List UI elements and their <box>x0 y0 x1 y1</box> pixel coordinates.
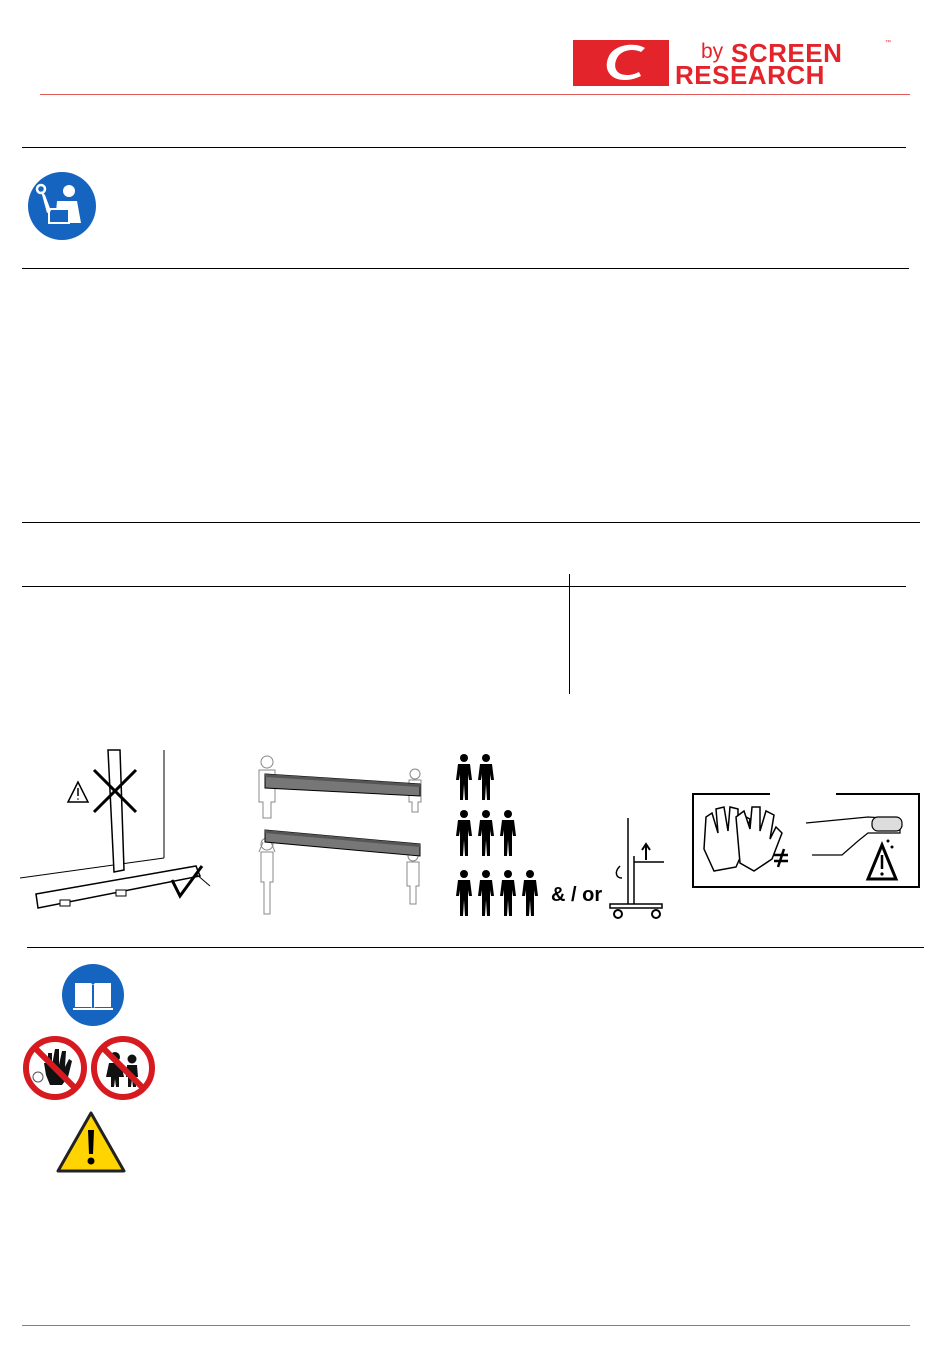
and-or-label: & / or <box>551 884 603 906</box>
table-rule <box>22 586 906 587</box>
storage-orientation-illustration <box>20 748 220 918</box>
wear-gloves-illustration <box>692 793 920 888</box>
header-divider <box>40 94 910 95</box>
table-column-divider <box>569 574 570 694</box>
two-person-carry-illustration <box>255 752 427 918</box>
section-rule <box>27 947 924 948</box>
people-count-illustration <box>452 752 544 918</box>
brand-by: by <box>701 40 724 63</box>
brand-research: RESEARCH <box>675 60 825 90</box>
book-icon <box>61 963 125 1027</box>
warning-triangle-icon <box>55 1110 127 1174</box>
technician-manual-icon <box>27 171 97 241</box>
section-rule <box>22 147 906 148</box>
footer-divider <box>22 1325 910 1326</box>
no-children-prohibition-icon <box>90 1035 156 1101</box>
section-rule <box>22 522 920 523</box>
brand-c-mark <box>573 40 669 86</box>
brand-logo <box>573 40 893 88</box>
brand-screen: SCREEN <box>731 38 843 68</box>
lift-trolley-icon <box>606 816 666 920</box>
section-rule <box>22 268 909 269</box>
brand-trademark: ™ <box>885 40 891 46</box>
no-touch-prohibition-icon <box>22 1035 88 1101</box>
